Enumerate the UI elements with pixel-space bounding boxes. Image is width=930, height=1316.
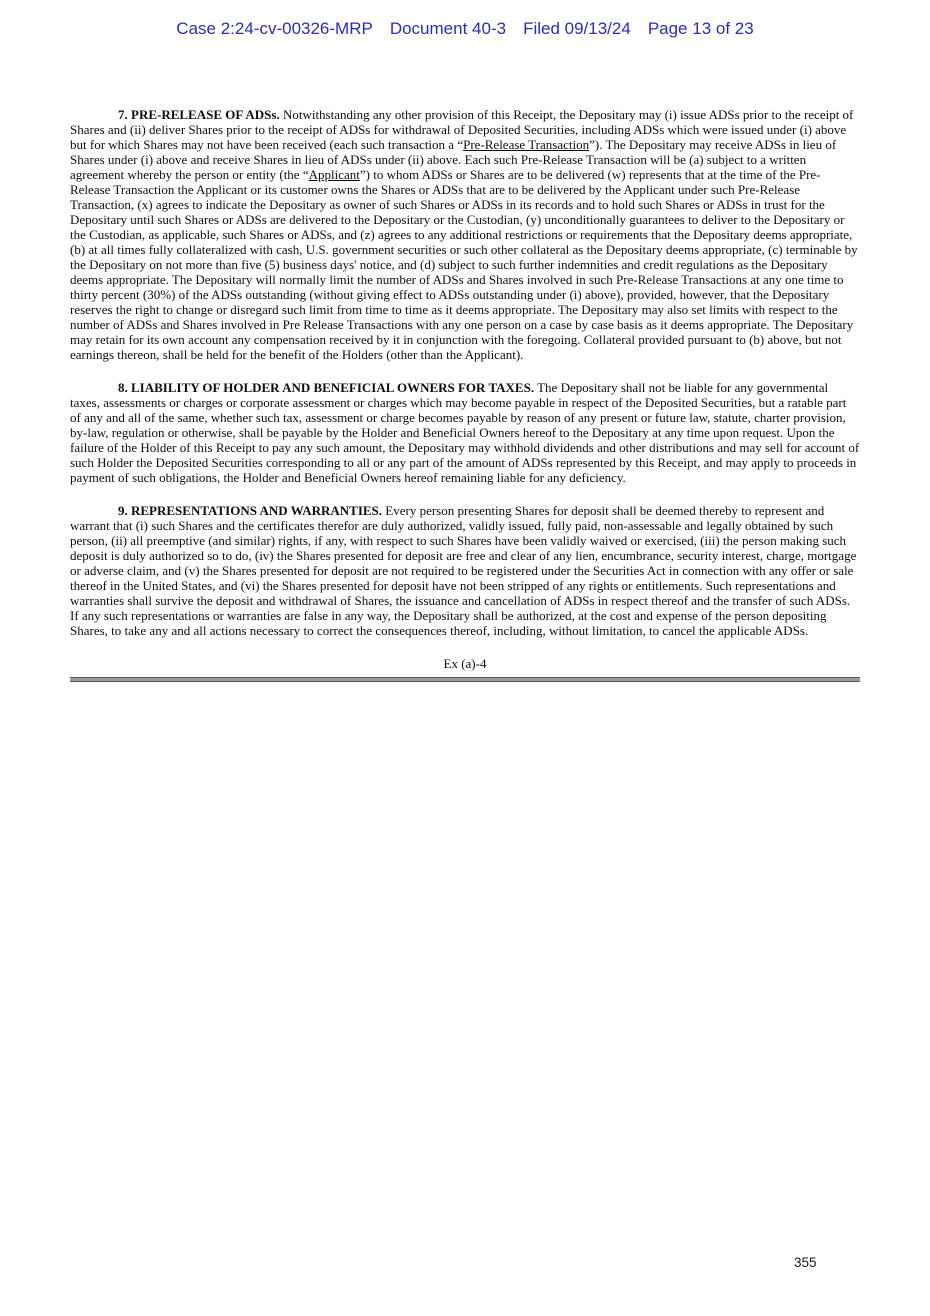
section-heading: 7. PRE-RELEASE OF ADSs. (118, 107, 280, 122)
section-8-liability-for-taxes (70, 380, 860, 485)
paragraph-text: Every person presenting Shares for deposit shall be deemed thereby to represent and warrant that (i) such Shares and the certificates therefor are duly authorized, validly issued, fully paid, non-assessable and legally obtained by such person, (ii) all preemptive (and similar) rights, if any, with respect to such Shares have been validly waived or exercised, (iii) the person making such deposit is duly authorized so to do, (iv) the Shares presented for deposit are free and clear of any lien, encumbrance, security interest, charge, mortgage or adverse claim, and (v) the Shares presented for deposit are not required to be registered under the Securities Act in connection with any offer or sale thereof in the United States, and (vi) the Shares presented for deposit have not been stripped of any rights or entitlements. Such representations and warranties shall survive the deposit and withdrawal of Shares, the issuance and cancellation of ADSs in respect thereof and the transfer of such ADSs. If any such representations or warranties are false in any way, the Depositary shall be authorized, at the cost and expense of the person depositing Shares, to take any and all actions necessary to correct the consequences thereof, including, without limitation, to cancel the applicable ADSs. (70, 503, 857, 638)
paragraph-text: Notwithstanding any other provision of this Receipt, the Depositary may (i) issue ADSs prior to the receipt of Shares and (ii) deliver Shares prior to the receipt of ADSs for withdrawal of Deposited Securities, including ADSs which were issued under (i) above but for which Shares may not have been received (each such transaction a “ (70, 107, 854, 152)
document-body (70, 107, 860, 682)
paragraph-text: ”) to whom ADSs or Shares are to be delivered (w) represents that at the time of the Pre-Release Transaction the Applicant or its customer owns the Shares or ADSs that are to be delivered by the Applicant under such Pre-Release Transaction, (x) agrees to indicate the Depositary as owner of such Shares or ADSs in its records and to hold such Shares or ADSs in trust for the Depositary until such Shares or ADSs are delivered to the Depositary or the Custodian, (y) unconditionally guarantees to deliver to the Depositary or the Custodian, as applicable, such Shares or ADSs, and (z) agrees to any additional restrictions or requirements that the Depositary deems appropriate, (b) at all times fully collateralized with cash, U.S. government securities or such other collateral as the Depositary deems appropriate, (c) terminable by the Depositary on not more than five (5) business days' notice, and (d) subject to such further indemnities and credit regulations as the Depositary deems appropriate. The Depositary will normally limit the number of ADSs and Shares involved in such Pre-Release Transactions at any one time to thirty percent (30%) of the ADSs outstanding (without giving effect to ADSs outstanding under (i) above), provided, however, that the Depositary reserves the right to change or disregard such limit from time to time as it deems appropriate. The Depositary may also set limits with respect to the number of ADSs and Shares involved in Pre Release Transactions with any one person on a case by case basis as it deems appropriate. The Depositary may retain for its own account any compensation received by it in conjunction with the foregoing. Collateral provided pursuant to (b) above, but not earnings thereon, shall be held for the benefit of the Holders (other than the Applicant). (70, 167, 858, 362)
document-number: Document 40-3 (389, 19, 507, 38)
section-heading: 9. REPRESENTATIONS AND WARRANTIES. (118, 503, 383, 518)
paragraphs-container (70, 107, 860, 638)
paragraph-text: ”). The Depositary may receive ADSs in lieu of Shares under (i) above and receive Shares in lieu of ADSs under (ii) above. Each such Pre-Release Transaction will be (a) subject to a written agreement whereby the person or entity (the “ (70, 137, 837, 182)
section-heading: 8. LIABILITY OF HOLDER AND BENEFICIAL OWNERS FOR TAXES. (118, 380, 535, 395)
section-7-pre-release-of-adss (70, 107, 860, 362)
defined-term: Applicant (308, 167, 360, 182)
page-number: 355 (794, 1255, 817, 1270)
paragraph-text: The Depositary shall not be liable for any governmental taxes, assessments or charges or corporate assessment or charges which may become payable in respect of the Deposited Securities, but a ratable part of any and all of the same, whether such tax, assessment or charge becomes payable by reason of any present or future law, statute, charter provision, by-law, regulation or otherwise, shall be payable by the Holder and Beneficial Owners hereof to the Depositary at any time upon request. Upon the failure of the Holder of this Receipt to pay any such amount, the Depositary may withhold dividends and other distributions and may sell for account of such Holder the Deposited Securities corresponding to all or any part of the amount of ADSs represented by this Receipt, and may apply to proceeds in payment of such obligations, the Holder and Beneficial Owners hereof remaining liable for any deficiency. (70, 380, 860, 485)
defined-term: Pre-Release Transaction (463, 137, 590, 152)
case-header-stamp (0, 19, 930, 39)
exhibit-label: Ex (a)-4 (443, 656, 487, 671)
case-number: Case 2:24-cv-00326-MRP (176, 19, 373, 38)
filed-date: Filed 09/13/24 (523, 19, 631, 38)
page-of-count: Page 13 of 23 (647, 19, 754, 38)
footer-separator-line (70, 677, 860, 682)
section-9-representations-and-warranties (70, 503, 860, 638)
